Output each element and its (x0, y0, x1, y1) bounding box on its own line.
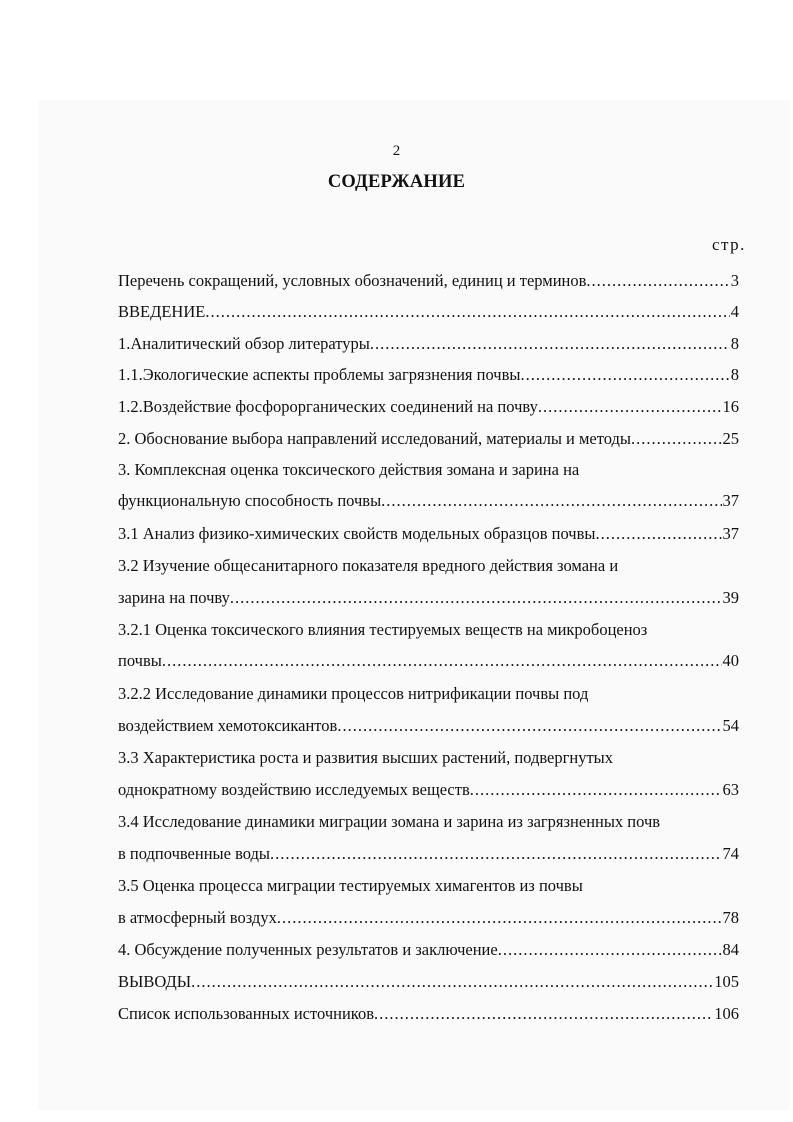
toc-entry[interactable] (118, 650, 739, 672)
toc-leader-dots (595, 523, 721, 545)
page-title: СОДЕРЖАНИЕ (327, 172, 466, 192)
toc-entry[interactable] (118, 396, 739, 418)
toc-entry[interactable] (118, 715, 739, 737)
toc-entry-text: однократному воздействию исследуемых веществ (118, 780, 470, 799)
toc-leader-dots (520, 364, 729, 386)
toc-entry-number: 1.2. (118, 397, 143, 416)
toc-entry-page: 40 (722, 651, 739, 670)
toc-leader-dots (205, 301, 729, 323)
toc-entry-text: в подпочвенные воды (118, 844, 271, 863)
toc-entry-page: 106 (714, 1004, 739, 1023)
toc-entry-text: почвы (118, 651, 162, 670)
toc-entry-text: 3.3 Характеристика роста и развития высших растений, подвергнутых (118, 748, 614, 767)
toc-entry[interactable] (118, 301, 739, 323)
toc-entry[interactable] (118, 779, 739, 801)
toc-entry-text: Список использованных источников (118, 1004, 374, 1023)
toc-entry-page: 74 (722, 844, 739, 863)
toc-entry-page: 16 (722, 397, 739, 416)
toc-entry[interactable] (118, 971, 739, 993)
toc-leader-dots (381, 490, 721, 512)
toc-entry-text: Воздействие фосфорорганических соединений на почву (142, 397, 538, 416)
toc-entry-page: 3 (730, 271, 739, 290)
toc-entry-page: 8 (730, 365, 739, 384)
toc-leader-dots (191, 971, 713, 993)
toc-entry-text: 4. Обсуждение полученных результатов и заключение (118, 940, 498, 959)
toc-entry-text: 1.Аналитический обзор литературы (118, 334, 370, 353)
toc-entry-text: 3.2.1 Оценка токсического влияния тестируемых веществ на микробоценоз (118, 620, 648, 639)
toc-entry-text: 3.2.2 Исследование динамики процессов нитрификации почвы под (118, 684, 589, 703)
toc-entry-text: 2. Обоснование выбора направлений исследований, материалы и методы (118, 429, 632, 448)
toc-entry-page: 84 (722, 940, 739, 959)
toc-entry-number: 1.1. (118, 365, 143, 384)
toc-leader-dots (470, 779, 722, 801)
toc-entry-page: 4 (730, 302, 739, 321)
toc-entry[interactable] (118, 523, 739, 545)
toc-leader-dots (230, 587, 722, 609)
toc-entry-first-line[interactable] (118, 747, 739, 769)
toc-entry-page: 37 (722, 491, 739, 510)
pages-column-label: стр. (712, 235, 746, 254)
toc-entry[interactable] (118, 587, 739, 609)
toc-entry-first-line[interactable] (118, 619, 739, 641)
toc-entry-text: 3. Комплексная оценка токсического действия зомана и зарина на (118, 460, 580, 479)
toc-leader-dots (162, 650, 722, 672)
toc-entry-first-line[interactable] (118, 459, 739, 481)
toc-entry-page: 25 (722, 429, 739, 448)
toc-entry-text: 3.1 Анализ физико-химических свойств модельных образцов почвы (118, 524, 596, 543)
toc-entry-text: 3.5 Оценка процесса миграции тестируемых химагентов из почвы (118, 876, 583, 895)
toc-entry[interactable] (118, 1003, 739, 1025)
toc-leader-dots (586, 270, 729, 292)
toc-entry-text: 3.2 Изучение общесанитарного показателя вредного действия зомана и (118, 556, 619, 575)
toc-entry-text: ВВЕДЕНИЕ (118, 302, 206, 321)
toc-leader-dots (498, 939, 722, 961)
toc-entry-text: в атмосферный воздух (118, 908, 277, 927)
toc-leader-dots (337, 715, 721, 737)
toc-entry-text: функциональную способность почвы (118, 491, 382, 510)
toc-entry[interactable] (118, 490, 739, 512)
toc-leader-dots (538, 396, 722, 418)
toc-leader-dots (370, 333, 730, 355)
toc-entry-text: зарина на почву (118, 588, 230, 607)
toc-entry-first-line[interactable] (118, 875, 739, 897)
toc-entry-text: ВЫВОДЫ (118, 972, 192, 991)
toc-leader-dots (631, 428, 721, 450)
toc-entry[interactable] (118, 333, 739, 355)
toc-entry-first-line[interactable] (118, 555, 739, 577)
toc-entry-first-line[interactable] (118, 811, 739, 833)
toc-entry-page: 105 (714, 972, 739, 991)
toc-entry-page: 37 (722, 524, 739, 543)
toc-entry-page: 54 (722, 716, 739, 735)
toc-entry-first-line[interactable] (118, 683, 739, 705)
toc-entry-text: Экологические аспекты проблемы загрязнения почвы (142, 365, 521, 384)
toc-entry-page: 78 (722, 908, 739, 927)
page-number: 2 (392, 143, 401, 159)
toc-entry[interactable] (118, 428, 739, 450)
toc-leader-dots (270, 843, 721, 865)
toc-entry[interactable] (118, 843, 739, 865)
toc-entry[interactable] (118, 364, 739, 386)
toc-entry-text: Перечень сокращений, условных обозначений, единиц и терминов (118, 271, 587, 290)
toc-entry-page: 39 (722, 588, 739, 607)
toc-leader-dots (277, 907, 722, 929)
toc-leader-dots (374, 1003, 713, 1025)
toc-entry[interactable] (118, 939, 739, 961)
toc-entry-text: 3.4 Исследование динамики миграции зомана и зарина из загрязненных почв (118, 812, 661, 831)
toc-entry[interactable] (118, 907, 739, 929)
toc-entry-page: 63 (722, 780, 739, 799)
toc-entry-text: воздействием хемотоксикантов (118, 716, 338, 735)
toc-entry[interactable] (118, 270, 739, 292)
toc-entry-page: 8 (730, 334, 739, 353)
